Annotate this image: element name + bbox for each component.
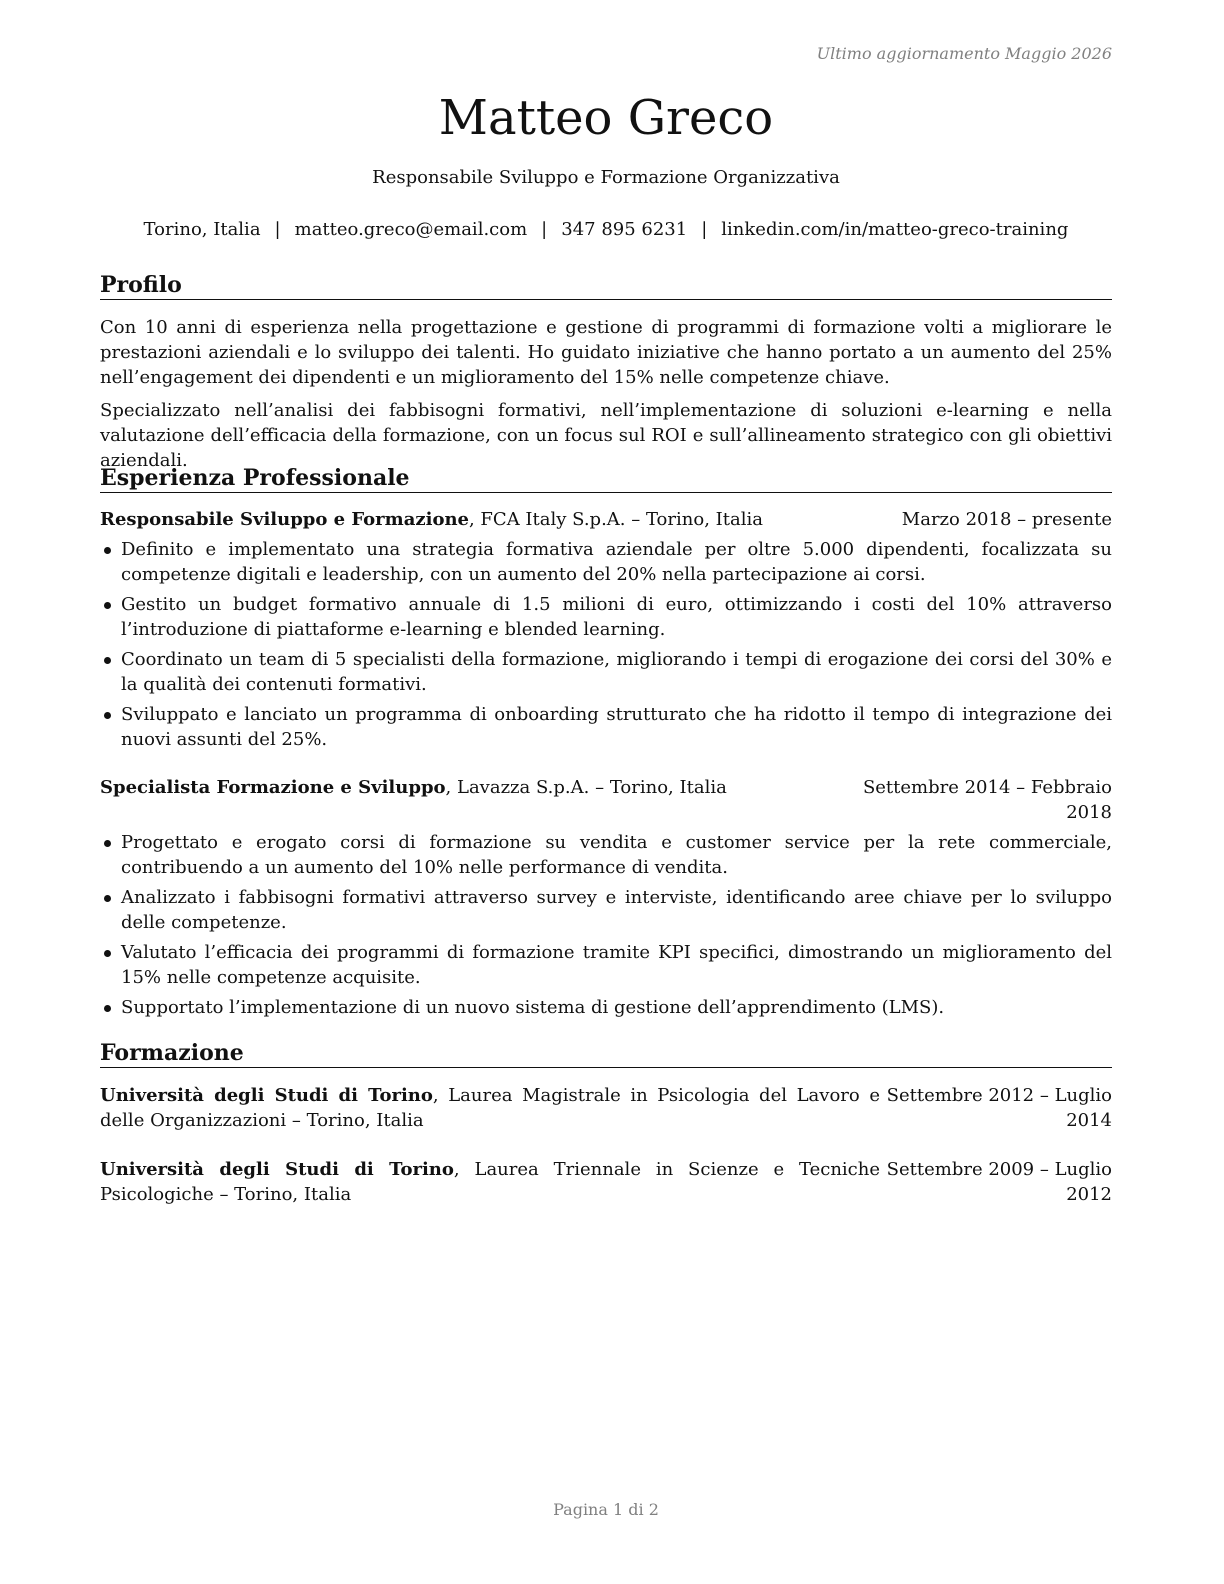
job-header [100,775,1112,823]
list-item: Analizzato i fabbisogni formativi attraverso survey e interviste, identificando aree chiave per lo sviluppo delle competenze. [100,885,1112,935]
list-item: Gestito un budget formativo annuale di 1.5 milioni di euro, ottimizzando i costi del 10% attraverso l’introduzione di piattaforme e-learning e blended learning. [100,592,1112,642]
candidate-subtitle: Responsabile Sviluppo e Formazione Organizzativa [372,167,840,188]
candidate-name: Matteo Greco [438,90,774,146]
education-dates: Settembre 2009 – Luglio 2012 [886,1159,1112,1205]
last-updated: Ultimo aggiornamento Maggio 2026 [816,44,1112,63]
page-number: Pagina 1 di 2 [553,1500,659,1519]
education-item [100,1083,1112,1133]
section-title-education: Formazione [100,1040,1112,1068]
contact-separator: | [274,219,281,240]
job-dates: Settembre 2014 – Febbraio 2018 [862,777,1112,823]
section-title-experience: Esperienza Professionale [100,465,1112,493]
job-bullets [100,830,1112,1025]
education-degree: , Laurea Magistrale in Psicologia del Lavoro e delle Organizzazioni – Torino, Italia [100,1085,880,1131]
list-item: Sviluppato e lanciato un programma di onboarding strutturato che ha ridotto il tempo di integrazione dei nuovi assunti del 25%. [100,702,1112,752]
list-item: Supportato l’implementazione di un nuovo sistema di gestione dell’apprendimento (LMS). [100,995,1112,1020]
job-role: Responsabile Sviluppo e Formazione [100,509,469,530]
job-dates: Marzo 2018 – presente [901,509,1112,530]
list-item: Valutato l’efficacia dei programmi di formazione tramite KPI specifici, dimostrando un miglioramento del 15% nelle competenze acquisite. [100,940,1112,990]
list-item: Coordinato un team di 5 specialisti della formazione, migliorando i tempi di erogazione dei corsi del 30% e la qualità dei contenuti formativi. [100,647,1112,697]
profile-paragraph: Con 10 anni di esperienza nella progettazione e gestione di programmi di formazione volti a migliorare le prestazioni aziendali e lo sviluppo dei talenti. Ho guidato iniziative che hanno portato a un aumento del 25% nell’engagement dei dipendenti e un miglioramento del 15% nelle competenze chiave. [100,317,1112,388]
list-item: Progettato e erogato corsi di formazione su vendita e customer service per la rete commerciale, contribuendo a un aumento del 10% nelle performance di vendita. [100,830,1112,880]
education-item [100,1157,1112,1207]
contact-email[interactable]: matteo.greco@email.com [294,219,528,240]
job-company: , Lavazza S.p.A. – Torino, Italia [445,777,727,798]
contact-location: Torino, Italia [143,219,261,240]
education-degree: , Laurea Triennale in Scienze e Tecniche Psicologiche – Torino, Italia [100,1159,880,1205]
job-company: , FCA Italy S.p.A. – Torino, Italia [468,509,763,530]
list-item: Definito e implementato una strategia formativa aziendale per oltre 5.000 dipendenti, focalizzata su competenze digitali e leadership, con un aumento del 20% nella partecipazione ai corsi. [100,537,1112,587]
contact-linkedin[interactable]: linkedin.com/in/matteo-greco-training [721,219,1069,240]
job-role: Specialista Formazione e Sviluppo [100,777,446,798]
education-school: Università degli Studi di Torino [100,1085,433,1106]
contact-line [100,219,1112,240]
job-header [100,507,1112,532]
education-dates: Settembre 2012 – Luglio 2014 [886,1085,1112,1131]
contact-separator: | [541,219,548,240]
contact-separator: | [701,219,708,240]
job-bullets [100,537,1112,757]
profile-paragraph: Specializzato nell’analisi dei fabbisogni formativi, nell’implementazione di soluzioni e-learning e nella valutazione dell’efficacia della formazione, con un focus sul ROI e sull’allineamento strategico con gli obiettivi aziendali. [100,400,1112,471]
contact-phone[interactable]: 347 895 6231 [561,219,688,240]
education-school: Università degli Studi di Torino [100,1159,454,1180]
section-title-profile: Profilo [100,272,1112,300]
